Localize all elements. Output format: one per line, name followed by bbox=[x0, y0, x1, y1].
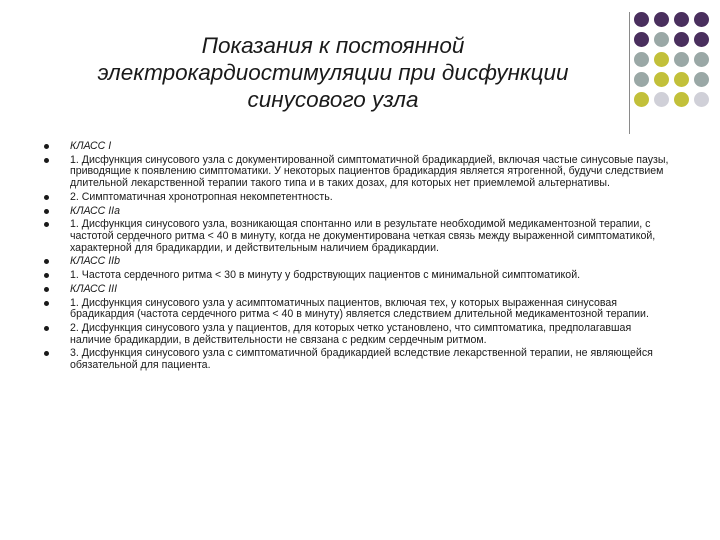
list-item-text: 2. Симптоматичная хронотропная некомпетентность. bbox=[70, 190, 333, 203]
decorative-dot bbox=[654, 92, 669, 107]
decorative-dot bbox=[694, 92, 709, 107]
decorative-dot bbox=[634, 92, 649, 107]
list-item-text: 1. Дисфункция синусового узла у асимптоматичных пациентов, включая тех, у которых выраженная синусовая брадикардия (частота сердечного ритма < 40 в минуту) является следствием длительной медикаментозной терапии. bbox=[70, 296, 649, 321]
list-item-text: КЛАСС IIa bbox=[70, 204, 120, 217]
decorative-dot bbox=[694, 72, 709, 87]
list-item-text: 1. Частота сердечного ритма < 30 в минуту у бодрствующих пациентов с минимальной симптоматикой. bbox=[70, 269, 581, 282]
bullet-icon bbox=[44, 158, 49, 163]
list-item bbox=[44, 219, 674, 254]
decorative-dot bbox=[674, 52, 689, 67]
bullet-icon bbox=[44, 259, 49, 264]
decorative-dot bbox=[674, 12, 689, 27]
bullet-list bbox=[44, 141, 674, 374]
decorative-dot bbox=[634, 32, 649, 47]
decorative-dot-grid bbox=[634, 12, 716, 112]
list-item bbox=[44, 270, 674, 282]
list-item bbox=[44, 323, 674, 346]
list-item-text: КЛАСС III bbox=[70, 282, 118, 295]
slide-title bbox=[70, 32, 596, 113]
list-item-text: 3. Дисфункция синусового узла с симптоматичной брадикардией вследствие лекарственной терапии, не являющейся обязательной для пациента. bbox=[70, 347, 653, 371]
decorative-divider bbox=[629, 12, 630, 134]
title-line-1: Показания к постоянной bbox=[201, 33, 465, 58]
decorative-dot bbox=[654, 52, 669, 67]
title-line-3: синусового узла bbox=[247, 87, 419, 112]
title-line-2: электрокардиостимуляции при дисфункции bbox=[97, 60, 569, 85]
bullet-icon bbox=[44, 326, 49, 331]
bullet-icon bbox=[44, 351, 49, 356]
bullet-icon bbox=[44, 287, 49, 292]
bullet-icon bbox=[44, 209, 49, 214]
bullet-icon bbox=[44, 273, 49, 278]
decorative-dot bbox=[634, 72, 649, 87]
list-item-text: 2. Дисфункция синусового узла у пациентов, для которых четко установлено, что симптоматика, предполагавшая наличие брадикардии, в действительности не связана с редким сердечным ритмом. bbox=[70, 322, 632, 346]
list-item-text: 1. Дисфункция синусового узла с документированной симптоматичной брадикардией, включая частые синусовые паузы, приводящие к появлению симптоматики. У некоторых пациентов брадикардия является ятрогенной, будучи следствием длительной лекарственной терапии такого типа и в таких дозах, для которых нет приемлемой альтернативы. bbox=[70, 153, 669, 189]
decorative-dot bbox=[694, 32, 709, 47]
bullet-icon bbox=[44, 222, 49, 227]
list-item bbox=[44, 192, 674, 204]
decorative-dot bbox=[674, 72, 689, 87]
list-item bbox=[44, 298, 674, 321]
decorative-dot bbox=[674, 92, 689, 107]
list-item-class-i bbox=[44, 141, 674, 153]
decorative-dot bbox=[694, 52, 709, 67]
list-item bbox=[44, 348, 674, 371]
decorative-dot bbox=[654, 12, 669, 27]
list-item-class-iia bbox=[44, 206, 674, 218]
decorative-dot bbox=[654, 32, 669, 47]
list-item bbox=[44, 155, 674, 190]
list-item-class-iib bbox=[44, 256, 674, 268]
decorative-dot bbox=[634, 52, 649, 67]
decorative-dot bbox=[654, 72, 669, 87]
bullet-icon bbox=[44, 144, 49, 149]
decorative-dot bbox=[634, 12, 649, 27]
list-item-class-iii bbox=[44, 284, 674, 296]
bullet-icon bbox=[44, 301, 49, 306]
decorative-dot bbox=[694, 12, 709, 27]
decorative-dot bbox=[674, 32, 689, 47]
list-item-text: КЛАСС I bbox=[70, 140, 112, 152]
list-item-text: 1. Дисфункция синусового узла, возникающая спонтанно или в результате необходимой медикаментозной терапии, с частотой сердечного ритма < 40 в минуту, когда не документирована четкая связь между выраженной симптоматикой, характерной для брадикардии, и действительным наличием брадикардии. bbox=[70, 218, 656, 254]
bullet-icon bbox=[44, 195, 49, 200]
list-item-text: КЛАСС IIb bbox=[70, 255, 120, 268]
